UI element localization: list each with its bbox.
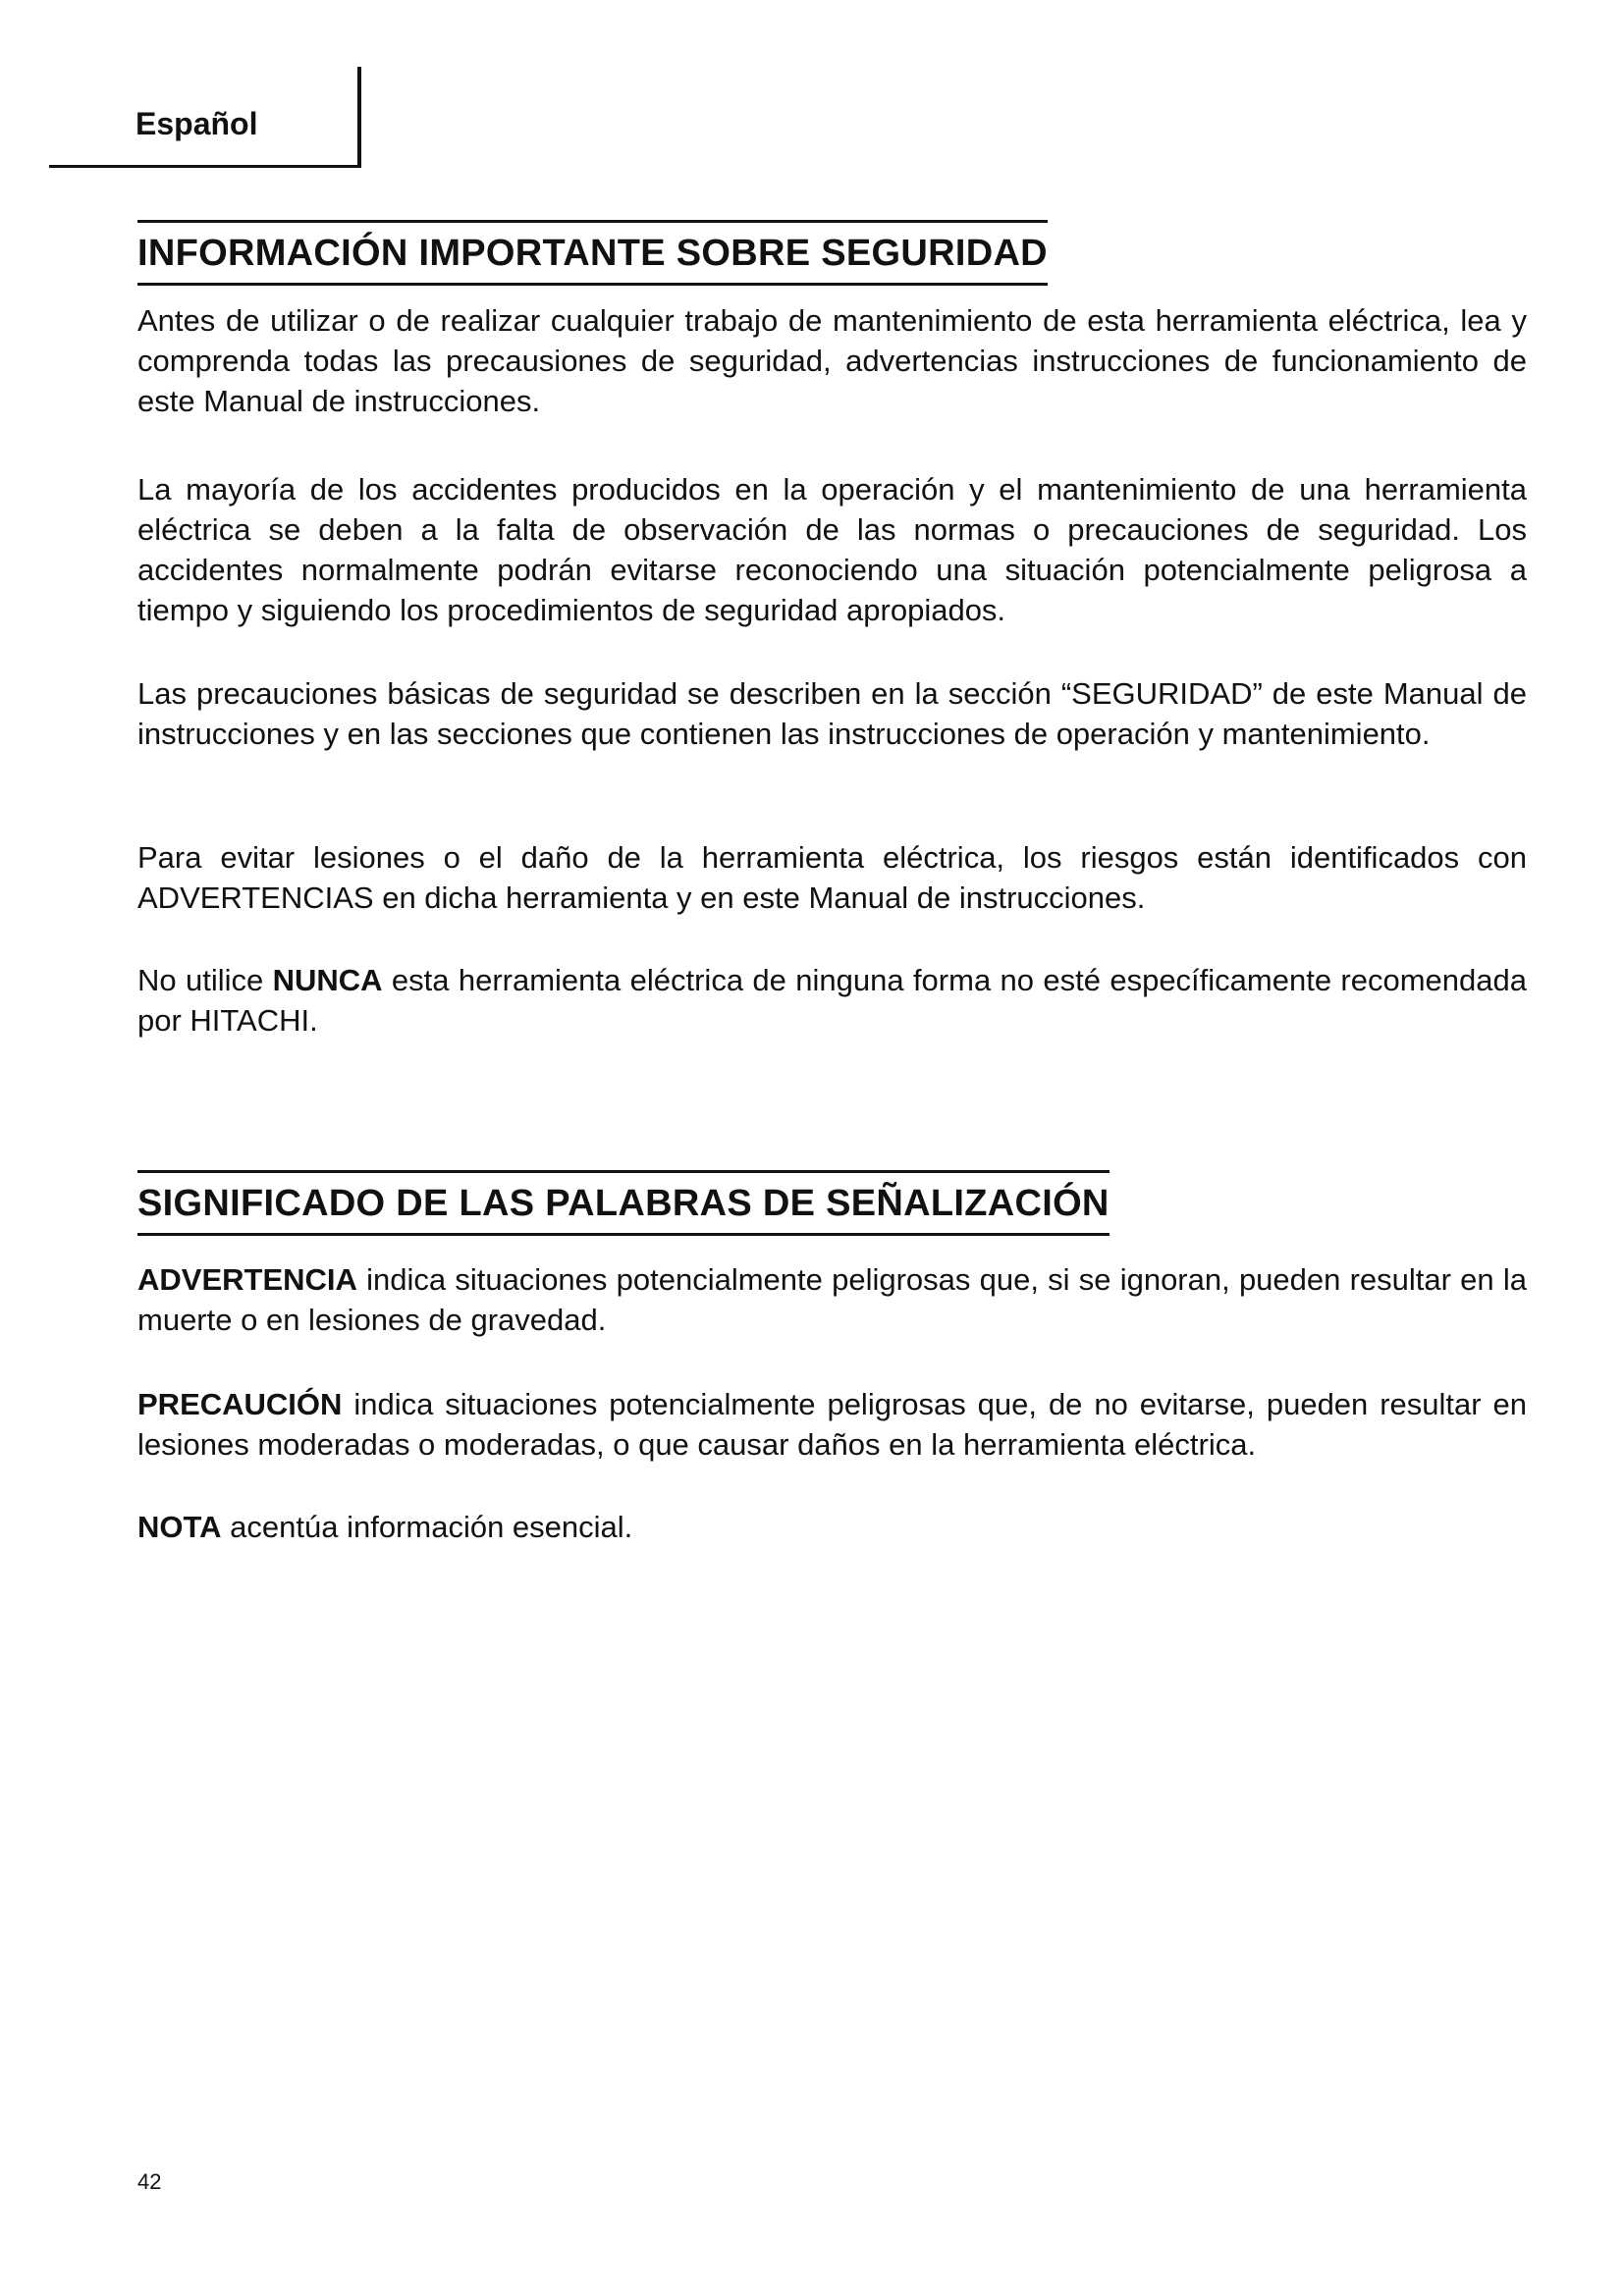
nota-keyword: NOTA — [137, 1510, 222, 1544]
precaucion-text: indica situaciones potencialmente peligrosas que, de no evitarse, pueden resultar en lesiones moderadas o moderadas, o que causar daños en la herramienta eléctrica. — [137, 1387, 1527, 1462]
paragraph-never-use — [137, 960, 1527, 1041]
paragraph-basic-precautions: Las precauciones básicas de seguridad se describen en la sección “SEGURIDAD” de este Manual de instrucciones y en las secciones que contienen las instrucciones de operación y mantenimiento. — [137, 676, 1527, 751]
section-title-signal-words: SIGNIFICADO DE LAS PALABRAS DE SEÑALIZACIÓN — [137, 1170, 1110, 1236]
language-tab-side-rule — [357, 67, 361, 168]
paragraph-precaucion — [137, 1384, 1527, 1465]
advertencia-keyword: ADVERTENCIA — [137, 1262, 357, 1297]
language-tab — [49, 67, 361, 168]
language-tab-bottom-rule — [49, 165, 361, 168]
nota-text: acentúa información esencial. — [221, 1510, 633, 1544]
paragraph-warnings: Para evitar lesiones o el daño de la herramienta eléctrica, los riesgos están identificados con ADVERTENCIAS en dicha herramienta y en este Manual de instrucciones. — [137, 840, 1527, 915]
page-number: 42 — [137, 2169, 162, 2194]
advertencia-text: indica situaciones potencialmente peligrosas que, si se ignoran, pueden resultar en la muerte o en lesiones de gravedad. — [137, 1262, 1527, 1337]
section-title-safety-info: INFORMACIÓN IMPORTANTE SOBRE SEGURIDAD — [137, 220, 1048, 286]
never-keyword: NUNCA — [272, 963, 383, 997]
paragraph-intro: Antes de utilizar o de realizar cualquier trabajo de mantenimiento de esta herramienta eléctrica, lea y comprenda todas las precausiones de seguridad, advertencias instrucciones de funcionamiento de este Manual de instrucciones. — [137, 303, 1527, 418]
language-label: Español — [135, 106, 258, 141]
never-use-post: esta herramienta eléctrica de ninguna forma no esté específicamente recomendada por HITACHI. — [137, 963, 1527, 1038]
precaucion-keyword: PRECAUCIÓN — [137, 1387, 343, 1421]
paragraph-advertencia — [137, 1259, 1527, 1340]
never-use-pre: No utilice — [137, 963, 273, 997]
paragraph-nota — [137, 1507, 1527, 1547]
paragraph-accidents: La mayoría de los accidentes producidos en la operación y el mantenimiento de una herramienta eléctrica se deben a la falta de observación de las normas o precauciones de seguridad. Los accidentes normalmente podrán evitarse reconociendo una situación potencialmente peligrosa a tiempo y siguiendo los procedimientos de seguridad apropiados. — [137, 472, 1527, 627]
